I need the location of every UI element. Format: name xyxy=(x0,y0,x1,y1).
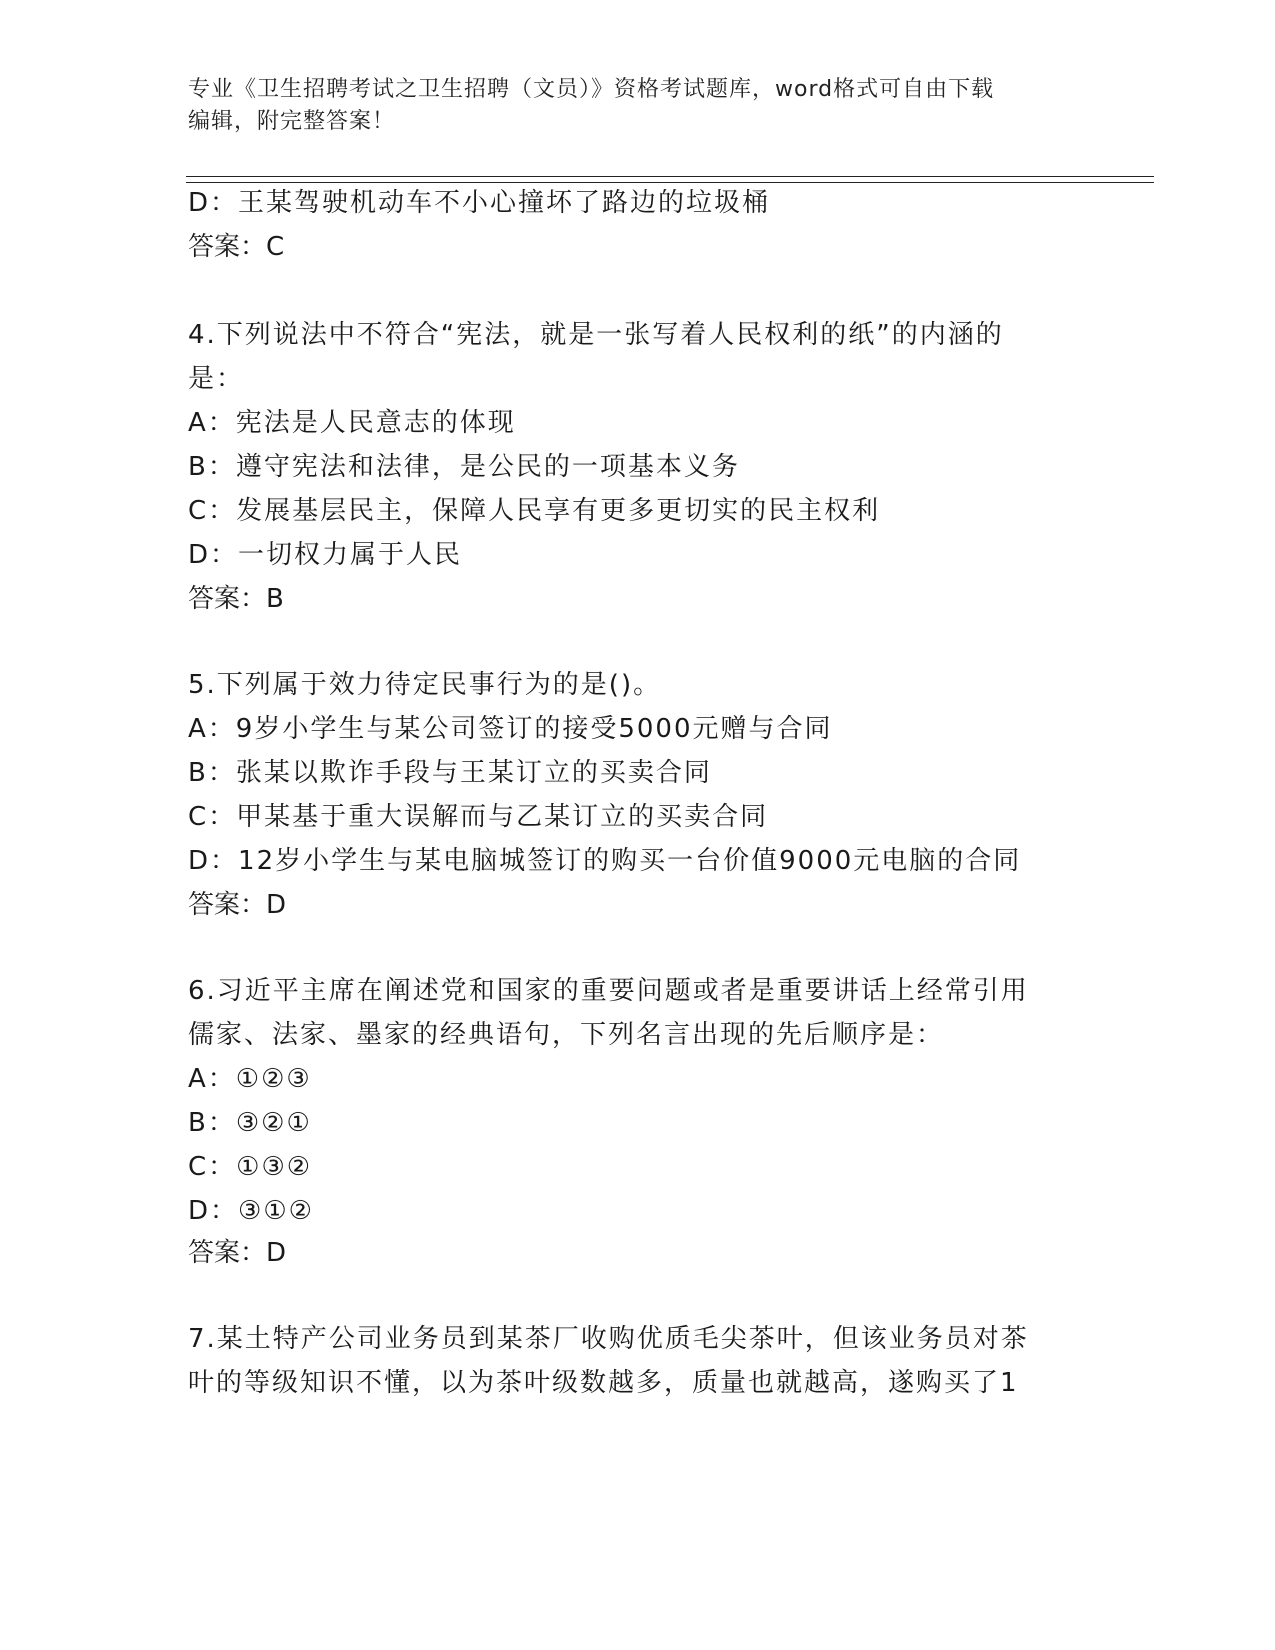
q5-answer: 答案：D xyxy=(188,890,287,920)
q5-stem: 5.下列属于效力待定民事行为的是()。 xyxy=(188,670,662,700)
q6-stem-line-2: 儒家、法家、墨家的经典语句，下列名言出现的先后顺序是： xyxy=(188,1020,945,1050)
q6-option-d: D：③①② xyxy=(188,1196,314,1226)
q4-option-c: C：发展基层民主，保障人民享有更多更切实的民主权利 xyxy=(188,496,881,526)
page-header xyxy=(188,74,1088,138)
q5-option-c: C：甲某基于重大误解而与乙某订立的买卖合同 xyxy=(188,802,769,832)
q6-option-c: C：①③② xyxy=(188,1152,313,1182)
q4-stem-line-1: 4.下列说法中不符合“宪法，就是一张写着人民权利的纸”的内涵的 xyxy=(188,320,1004,350)
q5-option-a: A：9岁小学生与某公司签订的接受5000元赠与合同 xyxy=(188,714,833,744)
q4-answer: 答案：B xyxy=(188,584,284,614)
q6-option-a: A：①②③ xyxy=(188,1064,312,1094)
header-line-2: 编辑，附完整答案！ xyxy=(188,109,396,134)
q6-option-b: B：③②① xyxy=(188,1108,312,1138)
q4-option-d: D：一切权力属于人民 xyxy=(188,540,463,570)
q3-option-d: D：王某驾驶机动车不小心撞坏了路边的垃圾桶 xyxy=(188,188,771,218)
header-divider-top xyxy=(186,176,1154,177)
q5-option-b: B：张某以欺诈手段与王某订立的买卖合同 xyxy=(188,758,712,788)
header-line-1: 专业《卫生招聘考试之卫生招聘（文员）》资格考试题库，word格式可自由下载 xyxy=(188,77,995,102)
q5-option-d: D：12岁小学生与某电脑城签订的购买一台价值9000元电脑的合同 xyxy=(188,846,1022,876)
q7-stem-line-1: 7.某土特产公司业务员到某茶厂收购优质毛尖茶叶，但该业务员对茶 xyxy=(188,1324,1029,1354)
q4-option-a: A：宪法是人民意志的体现 xyxy=(188,408,516,438)
header-divider-bottom xyxy=(186,182,1154,183)
q3-answer: 答案：C xyxy=(188,232,285,262)
q6-answer: 答案：D xyxy=(188,1238,287,1268)
q4-option-b: B：遵守宪法和法律，是公民的一项基本义务 xyxy=(188,452,740,482)
q6-stem-line-1: 6.习近平主席在阐述党和国家的重要问题或者是重要讲话上经常引用 xyxy=(188,976,1029,1006)
q7-stem-line-2: 叶的等级知识不懂，以为茶叶级数越多，质量也就越高，遂购买了1 xyxy=(188,1368,1019,1398)
q4-stem-line-2: 是： xyxy=(188,364,245,394)
